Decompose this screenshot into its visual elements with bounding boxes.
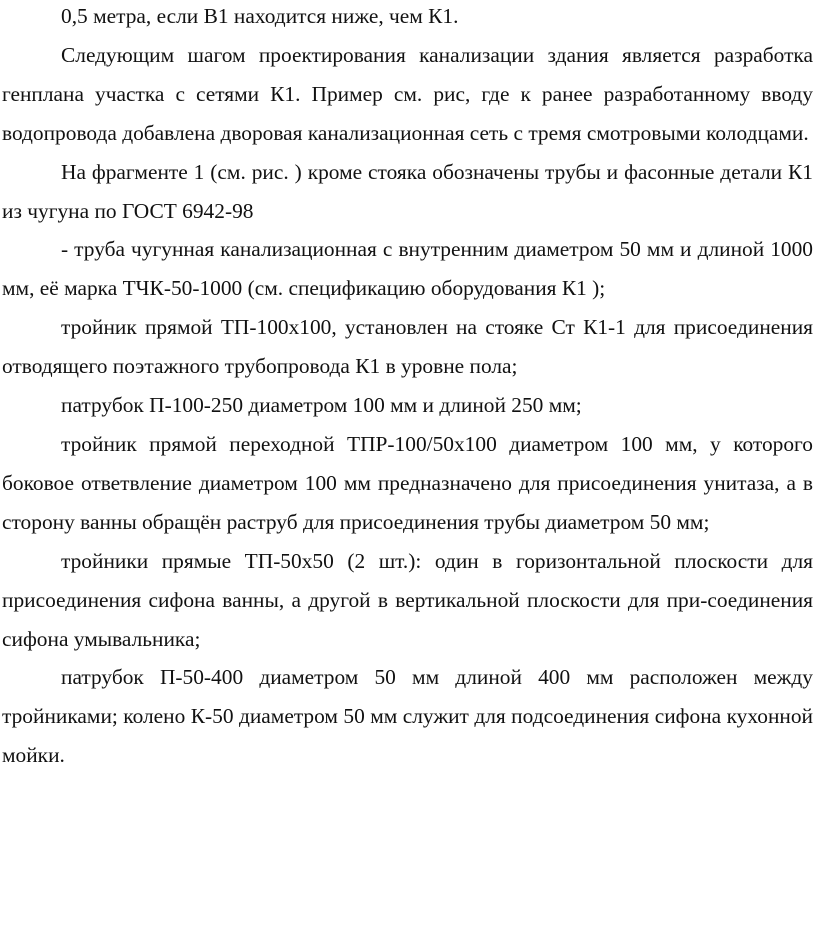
paragraph-6: патрубок П-100-250 диаметром 100 мм и длиной 250 мм;	[61, 393, 582, 418]
paragraph-7: тройник прямой переходной ТПР-100/50х100 диаметром 100 мм, у которого боковое ответвление диаметром 100 мм предназначено для присоединения унитаза, а в сторону ванны обращён раструб для присоединения трубы диаметром 50 мм;	[2, 431, 813, 534]
paragraph-1: 0,5 метра, если В1 находится ниже, чем К1.	[61, 4, 459, 28]
paragraph-3: На фрагменте 1 (см. рис. ) кроме стояка обозначены трубы и фасонные детали К1 из чугуна по ГОСТ 6942-98	[2, 159, 813, 223]
paragraph-2: Следующим шагом проектирования канализации здания является разработка генплана участка с сетями К1. Пример см. рис, где к ранее разработанному вводу водопровода добавлена дворовая канализационная сеть с тремя смотровыми колодцами.	[2, 42, 813, 145]
paragraph-5: тройник прямой ТП-100х100, установлен на стояке Ст К1-1 для присоединения отводящего поэтажного трубопровода К1 в уровне пола;	[2, 315, 813, 379]
paragraph-8: тройники прямые ТП-50х50 (2 шт.): один в горизонтальной плоскости для присоединения сифона ванны, а другой в вертикальной плоскости для при-соединения сифона умывальника;	[2, 548, 813, 651]
paragraph-9: патрубок П-50-400 диаметром 50 мм длиной 400 мм расположен между тройниками; колено К-50 диаметром 50 мм служит для подсоединения сифона кухонной мойки.	[2, 665, 813, 768]
paragraph-4: - труба чугунная канализационная с внутренним диаметром 50 мм и длиной 1000 мм, её марка ТЧК-50-1000 (см. спецификацию оборудования К1 );	[2, 237, 813, 301]
